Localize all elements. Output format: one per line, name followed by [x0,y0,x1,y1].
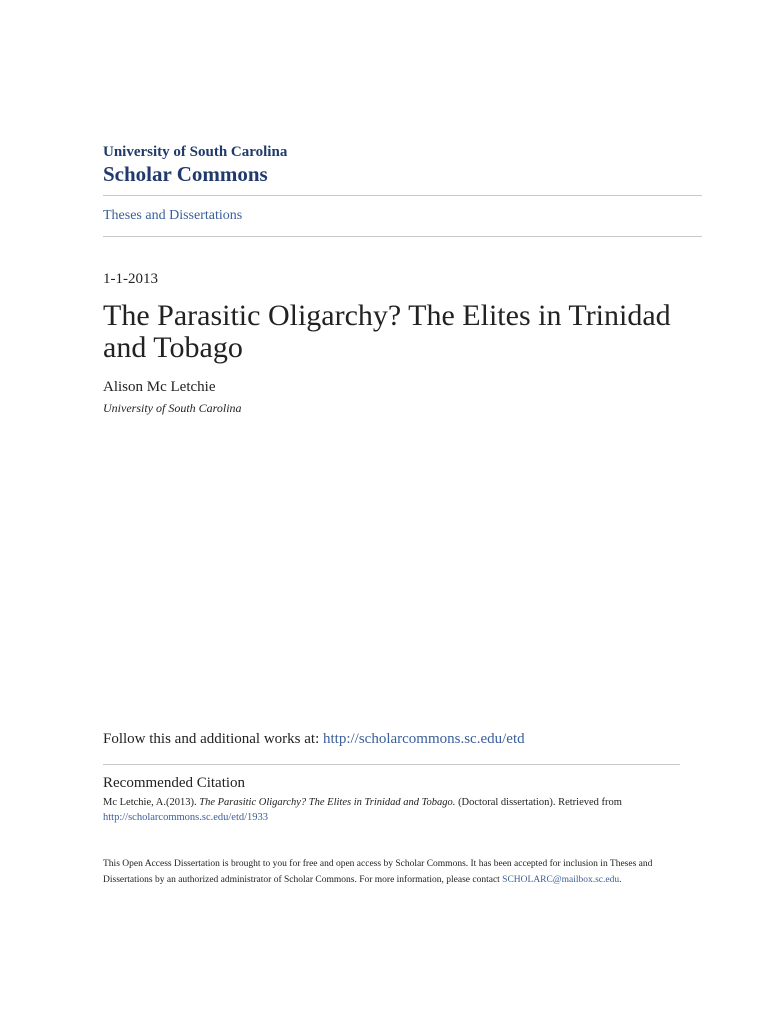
notice-end: . [619,875,622,885]
institution-name: University of South Carolina [103,144,288,160]
publication-date: 1-1-2013 [103,271,158,287]
access-notice [103,856,693,888]
contact-email-link[interactable]: SCHOLARC@mailbox.sc.edu [502,875,620,885]
follow-url-link[interactable]: http://scholarcommons.sc.edu/etd [322,731,525,747]
citation-suffix: (Doctoral dissertation). Retrieved from [455,797,622,808]
citation-url-link[interactable]: http://scholarcommons.sc.edu/etd/1933 [103,812,269,823]
collection-link[interactable]: Theses and Dissertations [103,208,243,223]
citation-text [103,795,693,825]
repository-name[interactable]: Scholar Commons [103,162,268,186]
follow-label: Follow this and additional works at: [103,731,323,747]
divider-collection [103,236,702,237]
divider-citation [103,764,680,765]
citation-heading: Recommended Citation [103,775,246,791]
author-affiliation: University of South Carolina [103,401,242,415]
follow-line [103,731,525,748]
document-title: The Parasitic Oligarchy? The Elites in Trinidad and Tobago [103,299,671,364]
divider-top [103,195,702,196]
notice-text: This Open Access Dissertation is brought to you for free and open access by Scholar Commons. It has been accepted for inclusion in Theses and Dissertations by an authorized administrator of Scholar Commons. For more information, please contact [103,859,653,885]
citation-title: The Parasitic Oligarchy? The Elites in Trinidad and Tobago. [199,797,456,808]
citation-prefix: Mc Letchie, A.(2013). [103,797,200,808]
author-name: Alison Mc Letchie [103,379,216,395]
